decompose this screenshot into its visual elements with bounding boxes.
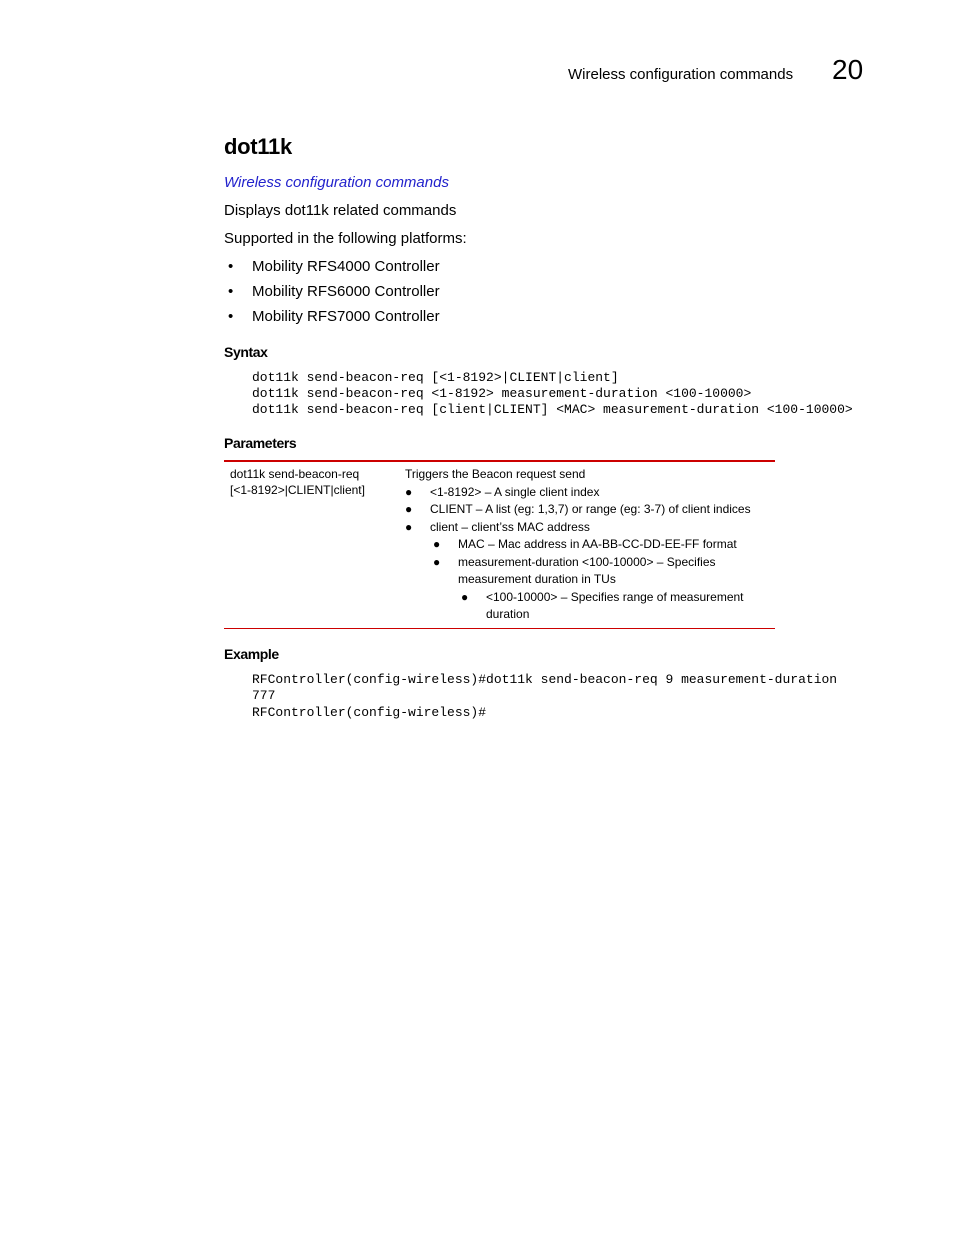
list-item: • Mobility RFS6000 Controller [224,283,440,308]
syntax-line: dot11k send-beacon-req [<1-8192>|CLIENT|client] [252,370,619,385]
page-title: dot11k [224,134,292,159]
syntax-line: dot11k send-beacon-req [client|CLIENT] <MAC> measurement-duration <100-10000> [252,402,853,417]
param-name-line: [<1-8192>|CLIENT|client] [230,483,365,497]
list-item: • Mobility RFS4000 Controller [224,258,440,283]
sub-list-item: ● MAC – Mac address in AA-BB-CC-DD-EE-FF format [405,536,751,554]
sub-sub-list-item: ● <100-10000> – Specifies range of measurement [405,589,751,607]
example-line: 777 [252,688,276,703]
parameters-table [224,460,775,629]
list-item: ● client – client’ss MAC address [405,519,751,537]
list-item: ● <1-8192> – A single client index [405,484,751,502]
parameters-heading: Parameters [224,435,297,451]
bullet-icon: ● [405,484,413,499]
example-heading: Example [224,646,279,662]
bullet-icon: ● [461,589,469,604]
param-name-cell [230,466,395,498]
breadcrumb-link[interactable]: Wireless configuration commands [224,174,449,191]
syntax-line: dot11k send-beacon-req <1-8192> measurement-duration <100-10000> [252,386,752,401]
list-item: • Mobility RFS7000 Controller [224,308,440,333]
bullet-icon: ● [433,537,441,551]
list-item: ● CLIENT – A list (eg: 1,3,7) or range (eg: 3-7) of client indices [405,501,751,519]
bullet-icon: ● [433,554,441,569]
description: Displays dot11k related commands [224,202,457,219]
chapter-number: 20 [832,54,864,85]
bullet-icon: ● [405,502,413,516]
bullet-icon: ● [405,519,413,534]
example-line: RFController(config-wireless)#dot11k send-beacon-req 9 measurement-duration [252,672,838,687]
example-line: RFController(config-wireless)# [252,705,487,720]
syntax-heading: Syntax [224,344,268,360]
platforms-intro: Supported in the following platforms: [224,230,467,247]
param-desc-cell [405,466,751,624]
sub-list-item-continued: measurement duration in TUs [458,572,616,586]
platform-list [224,258,440,333]
syntax-code-block [252,370,853,418]
sub-list-item: ● measurement-duration <100-10000> – Specifies [405,554,751,572]
running-header-title: Wireless configuration commands [568,66,794,83]
example-code-block [252,672,837,721]
param-desc-main: Triggers the Beacon request send [405,467,586,481]
sub-sub-list-item-continued: duration [486,607,530,621]
param-name-line: dot11k send-beacon-req [230,467,360,481]
